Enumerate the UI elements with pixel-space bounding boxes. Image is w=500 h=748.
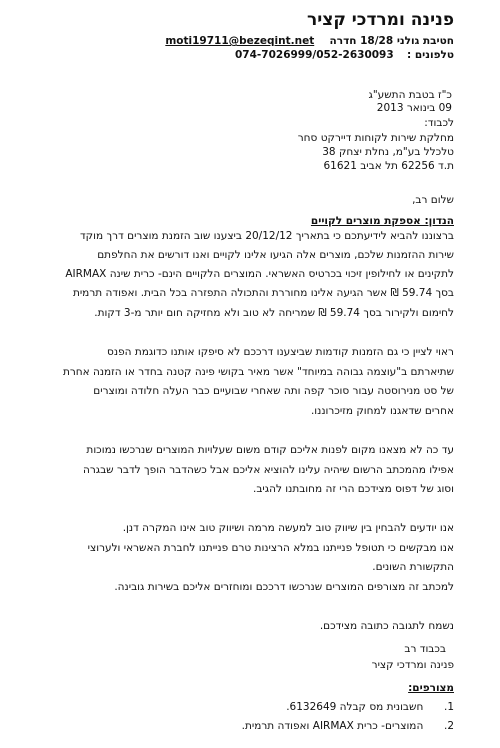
hebrew-date: כ"ז בטבת התשע"ג [368, 89, 452, 101]
attachment-item [286, 700, 454, 714]
attachment-text: חשבונית מס קבלה 6132649. [286, 701, 424, 713]
paragraph-2-line: של סט מנירוסטה עבור סוכר קפה ותה שאחרי שבועיים כבר העלה חלודה ומוצרים [93, 385, 454, 397]
sender-email-link[interactable]: moti19711@bezeqint.net [165, 35, 315, 47]
subject: הנדון: אספקת מוצרים לקויים [310, 215, 454, 227]
attachment-number: 1. [443, 701, 454, 713]
attachment-text: המוצרים- כרית AIRMAX ואפודה תרמית. [241, 720, 424, 732]
paragraph-1-line: ברצוננו להביא לידיעתכם כי בתאריך 20/12/12 ביצענו שוב הזמנת מוצרים דרך מוקד [79, 230, 454, 242]
attachment-item [242, 719, 454, 733]
paragraph-4-line: אנו מבקשים כי תטופל פנייתנו במלא הרצינות טרם פנייתנו לחברת האשראי ולערוצי [87, 542, 454, 554]
gregorian-date: 09 בינואר 2013 [376, 102, 452, 114]
attachments-heading: מצורפים: [408, 682, 454, 694]
attachment-number: 2. [443, 720, 454, 732]
sender-name: פנינה ומרדכי קציר [307, 10, 454, 30]
paragraph-2-line: אחרים שדאגנו למחוק מזיכרוננו. [310, 405, 454, 417]
paragraph-3-line: וסוג של דפוס מצידכם הרי זה מחובתנו להגיב. [253, 483, 454, 495]
paragraph-3-line: אפילו מהמכתב הרשום שיהיה עלינו להוציא אליכם אבל כשהדבר הופך לדבר שבגרה [83, 464, 454, 476]
paragraph-4-line: התקשורת השונים. [372, 561, 454, 573]
paragraph-2-line: ראוי לציין כי גם הזמנות קודמות שביצענו דרככם לא סיפקו אותנו כדוגמת הפנס [107, 346, 454, 358]
sender-phones-line [235, 48, 454, 62]
sender-address-line [165, 34, 454, 48]
recipient-pobox: ת.ד 62256 תל אביב 61621 [323, 160, 454, 172]
closing-regards: בכבוד רב [404, 643, 446, 655]
awaiting-reply: נשמח לתגובה כתובה מצידכם. [319, 620, 454, 632]
paragraph-1-line: שירות ההזמנות שלכם, מוצרים אלה הגיעו אלינו לקויים ואנו דורשים את החלפתם [97, 249, 454, 261]
closing-signature: פנינה ומרדכי קציר [371, 659, 454, 671]
paragraph-1-line: לחימום ולקירור בסך 59.74 ₪ שמריחה לא טוב ולא מחזיקה חום יותר מ-3 דקות. [94, 307, 454, 319]
phones-label: טלפונים : [406, 49, 454, 61]
paragraph-1-line: לתקינים או לחילופין זיכוי בכרטיס האשראי. המוצרים הלקויים הינם- כרית שינה AIRMAX [65, 268, 454, 280]
recipient-company: טלכלל בע"מ, נחלת יצחק 38 [322, 146, 454, 158]
recipient-to: לכבוד: [424, 117, 454, 129]
paragraph-4-line: למכתב זה מצורפים המוצרים שנרכשו דרככם ומוחזרים אליכם בשירות גובינה. [114, 581, 454, 593]
phones-value: 074-7026999/052-2630093 [235, 49, 394, 61]
sender-address: חטיבת גולני 18/28 חדרה [329, 35, 454, 47]
greeting: שלום רב, [412, 194, 454, 206]
paragraph-1-line: בסך 59.74 ₪ אשר הגיעה אלינו מחוררת והתכולה התפזרה בכל הבית. ואפודה תרמית [72, 287, 454, 299]
paragraph-2-line: שתיארתם ב"עוצמה גבוהה במיוחד" אשר מאיר בקושי פינה קטנה בחדר או הזמנה אחרת [62, 366, 454, 378]
recipient-dept: מחלקת שירות לקוחות דיירקט סחר [297, 132, 454, 144]
paragraph-3-line: עד כה לא מצאנו מקום לפנות אליכם קודם משום שעלויות המוצרים שנרכשו נמוכות [86, 444, 454, 456]
paragraph-4-line: אנו יודעים להבחין בין שיווק טוב למעשה מרמה ושיווק טוב אינו המקרה דנן. [122, 522, 454, 534]
